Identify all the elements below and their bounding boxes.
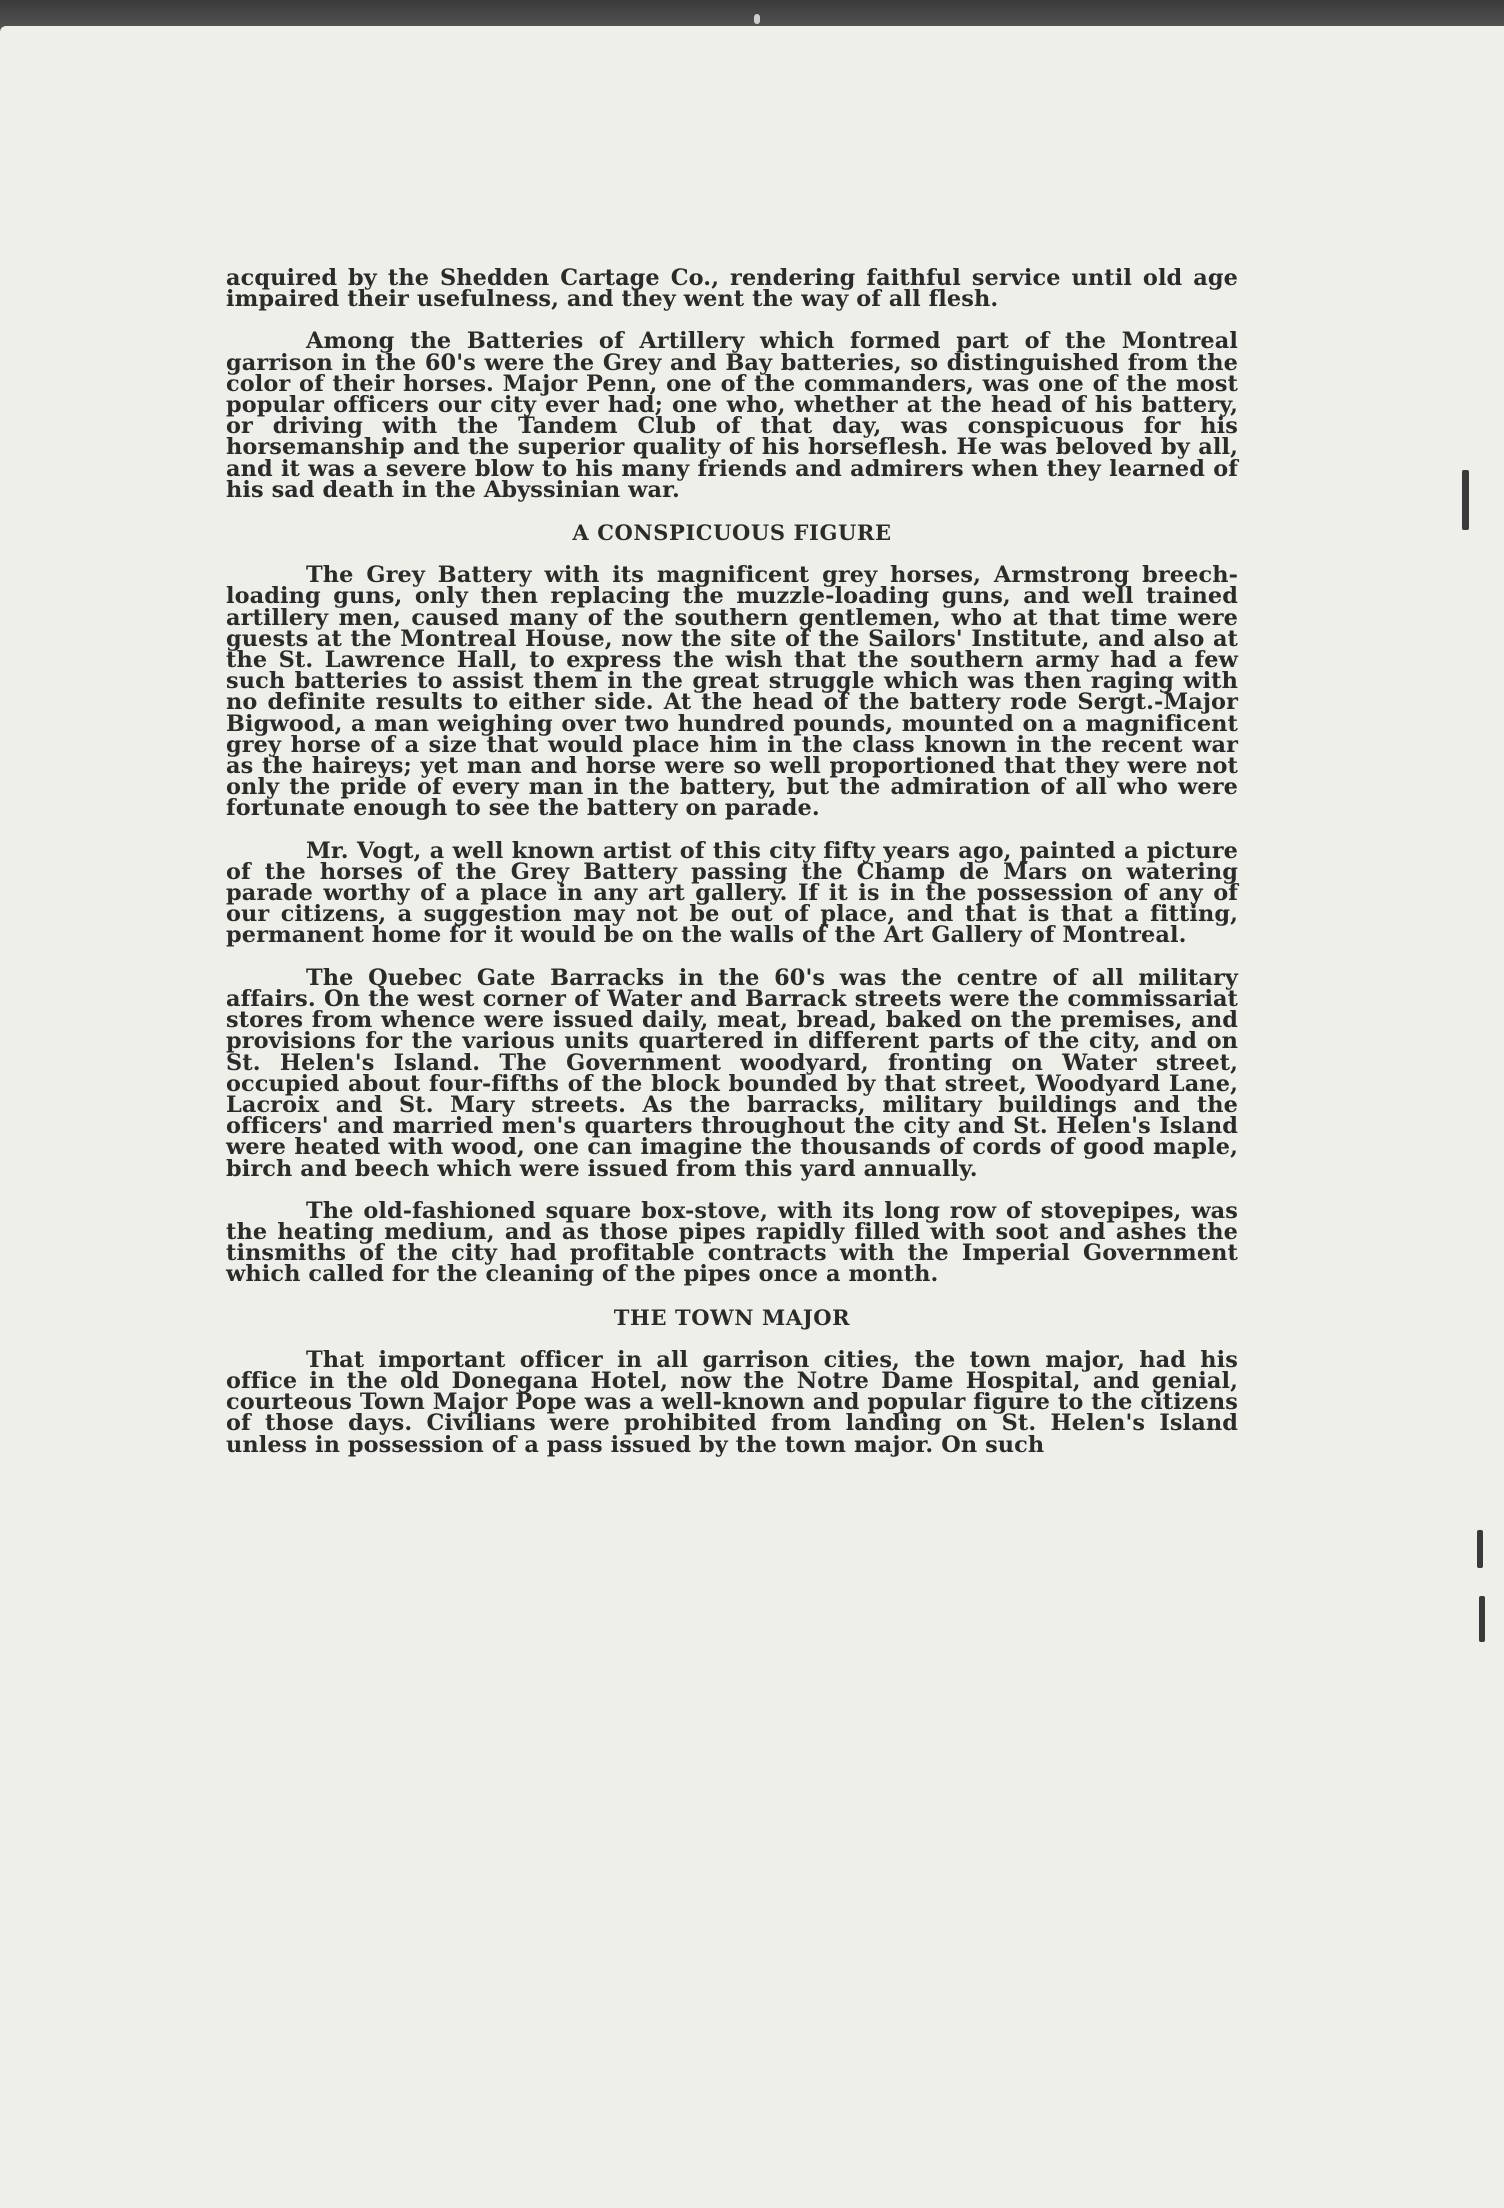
margin-mark [1477,1530,1483,1568]
paragraph-mr-vogt: Mr. Vogt, a well known artist of this city fifty years ago, painted a picture of the horses of the Grey Battery passing the Champ de Mars on watering parade worthy of a place in any art gallery. If it is in the possession of any of our citizens, a suggestion may not be out of place, and that is that a fitting, permanent home for it would be on the walls of the Art Gallery of Montreal. [226,837,1238,949]
paragraph-box-stove: The old-fashioned square box-stove, with its long row of stovepipes, was the heating medium, and as those pipes rapidly filled with soot and ashes the tinsmiths of the city had profitable contracts with the Imperial Government which called for the cleaning of the pipes once a month. [226,1197,1238,1288]
section-heading-town-major: THE TOWN MAJOR [613,1304,851,1330]
scan-speck [754,14,760,24]
margin-mark [1479,1596,1485,1642]
paragraph-grey-battery: The Grey Battery with its magnificent grey horses, Armstrong breech-loading guns, only then replacing the muzzle-loading guns, and well trained artillery men, caused many of the southern gentlemen, who at that time were guests at the Montreal House, now the site of the Sailors' Institute, and also at the St. Lawrence Hall, to express the wish that the southern army had a few such batteries to assist them in the great struggle which was then raging with no definite results to either side. At the head of the battery rode Sergt.-Major Bigwood, a man weighing over two hundred pounds, mounted on a magnificent grey horse of a size that would place him in the class known in the recent war as the haireys; yet man and horse were so well proportioned that they were not only the pride of every man in the battery, but the admiration of all who were fortunate enough to see the battery on parade. [226,562,1238,822]
paragraph-quebec-gate-barracks: The Quebec Gate Barracks in the 60's was the centre of all military affairs. On the west corner of Water and Barrack streets were the commissariat stores from whence were issued daily, meat, bread, baked on the premises, and provisions for the various units quartered in different parts of the city, and on St. Helen's Island. The Government woodyard, fronting on Water street, occupied about four-fifths of the block bounded by that street, Woodyard Lane, Lacroix and St. Mary streets. As the barracks, military buildings and the officers' and married men's quarters throughout the city and St. Helen's Island were heated with wood, one can imagine the thousands of cords of good maple, birch and beech which were issued from this yard annually. [226,964,1238,1182]
paragraph-continuation: acquired by the Shedden Cartage Co., rendering faithful service until old age impaired their usefulness, and they went the way of all flesh. [226,265,1238,313]
section-heading-conspicuous-figure: A CONSPICUOUS FIGURE [572,520,892,546]
paragraph-batteries: Among the Batteries of Artillery which formed part of the Montreal garrison in the 60's were the Grey and Bay batteries, so distinguished from the color of their horses. Major Penn, one of the commanders, was one of the most popular officers our city ever had; one who, whether at the head of his battery, or driving with the Tandem Club of that day, was conspicuous for his horsemanship and the superior quality of his horseflesh. He was beloved by all, and it was a severe blow to his many friends and admirers when they learned of his sad death in the Abyssinian war. [226,328,1238,503]
margin-mark [1462,470,1469,530]
text-column [226,265,1238,1477]
paragraph-town-major: That important officer in all garrison cities, the town major, had his office in the old Donegana Hotel, now the Notre Dame Hospital, and genial, courteous Town Major Pope was a well-known and popular figure to the citizens of those days. Civilians were prohibited from landing on St. Helen's Island unless in possession of a pass issued by the town major. On such [226,1346,1238,1458]
